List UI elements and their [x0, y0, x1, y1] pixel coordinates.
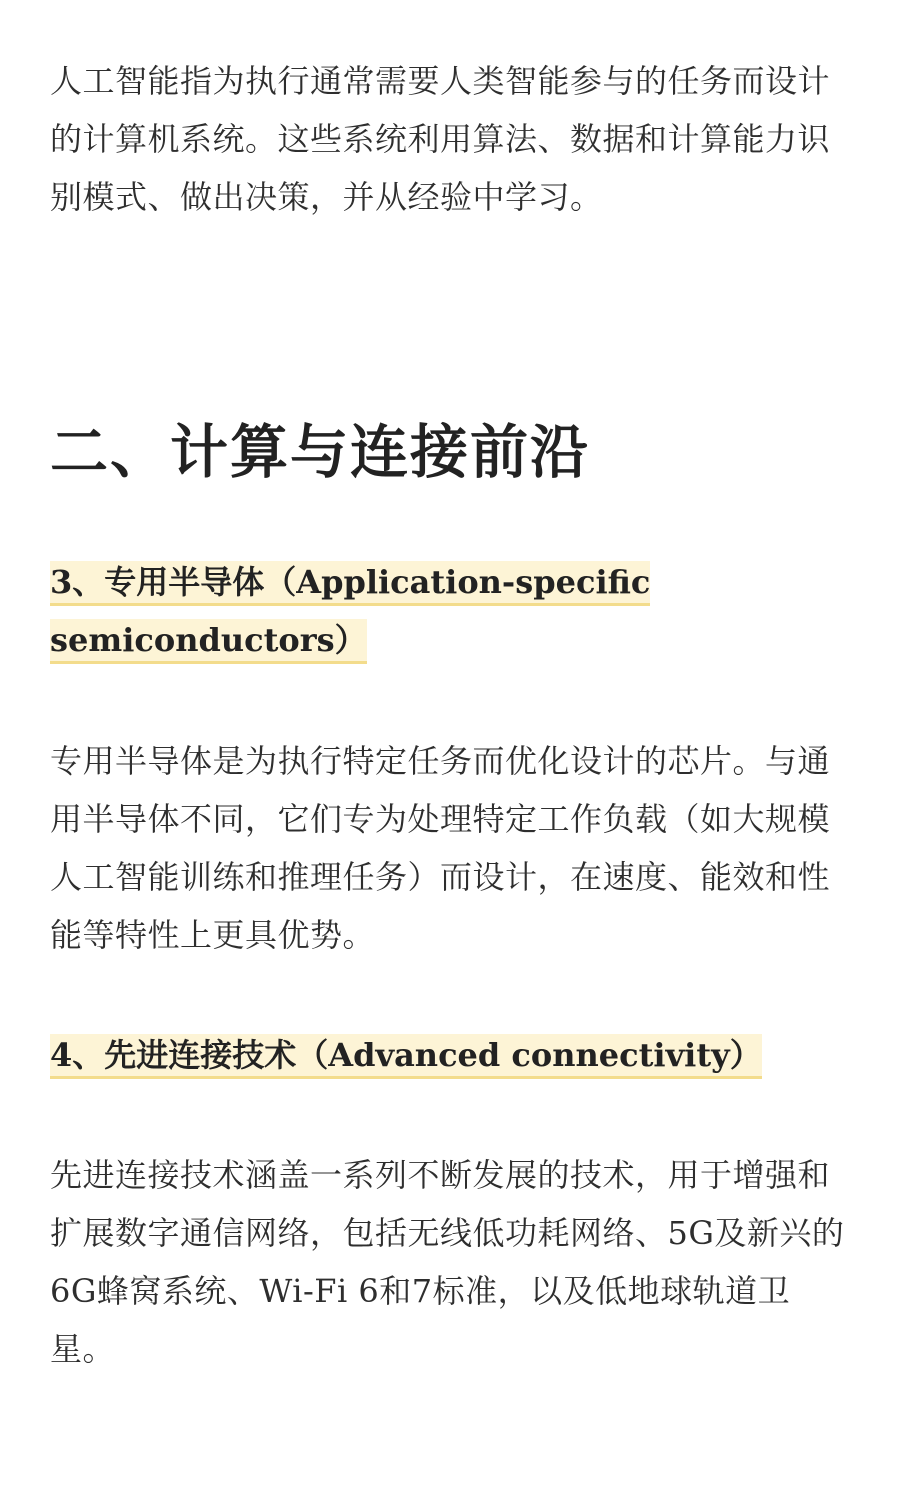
subheading-connectivity-text: 4、先进连接技术（Advanced connectivity）	[50, 1034, 762, 1079]
intro-paragraph: 人工智能指为执行通常需要人类智能参与的任务而设计的计算机系统。这些系统利用算法、数据和计算能力识别模式、做出决策，并从经验中学习。	[50, 62, 831, 216]
paragraph-asic: 专用半导体是为执行特定任务而优化设计的芯片。与通用半导体不同，它们专为处理特定工作负载（如大规模人工智能训练和推理任务）而设计，在速度、能效和性能等特性上更具优势。	[50, 742, 831, 954]
subheading-asic	[50, 553, 850, 669]
section-heading: 二、计算与连接前沿	[50, 418, 591, 486]
paragraph-connectivity: 先进连接技术涵盖一系列不断发展的技术，用于增强和扩展数字通信网络，包括无线低功耗网络、5G及新兴的6G蜂窝系统、Wi-Fi 6和7标准，以及低地球轨道卫星。	[50, 1156, 845, 1368]
subheading-asic-text: 3、专用半导体（Application-specific semiconductors）	[50, 561, 650, 664]
subheading-connectivity	[50, 1026, 850, 1084]
